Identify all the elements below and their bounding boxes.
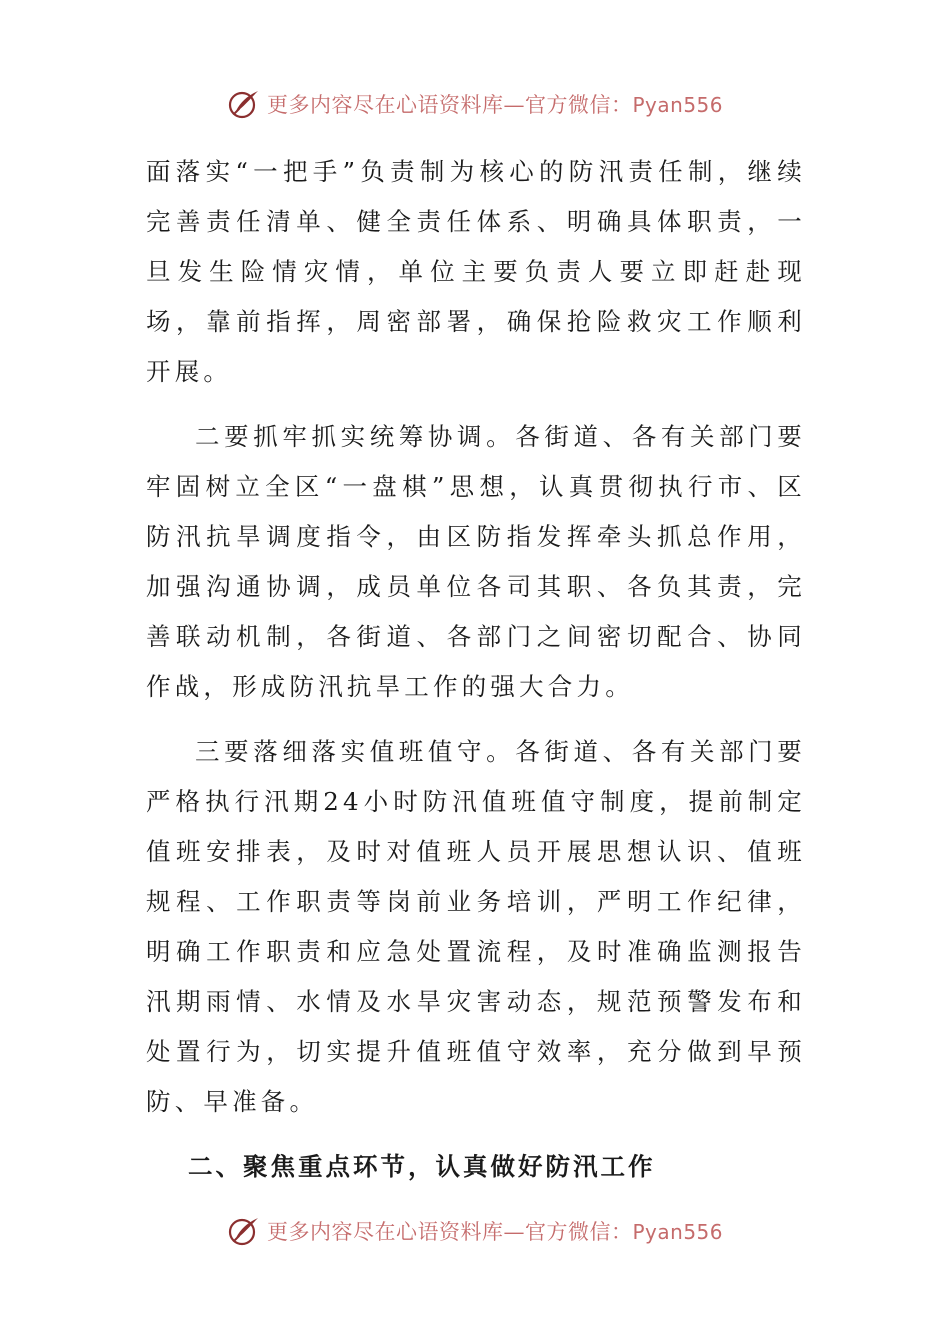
paragraph-duty: 三要落细落实值班值守。各街道、各有关部门要严格执行汛期24小时防汛值班值守制度，提前制定值班安排表，及时对值班人员开展思想认识、值班规程、工作职责等岗前业务培训，严明工作纪律，明确工作职责和应急处置流程，及时准确监测报告汛期雨情、水情及水旱灾害动态，规范预警发布和处置行为，切实提升值班值守效率，充分做到早预防、早准备。: [146, 737, 806, 1116]
paragraph-coordination: 二要抓牢抓实统筹协调。各街道、各有关部门要牢固树立全区“一盘棋”思想，认真贯彻执行市、区防汛抗旱调度指令，由区防指发挥牵头抓总作用，加强沟通协调，成员单位各司其职、各负其责，完善联动机制，各街道、各部门之间密切配合、协同作战，形成防汛抗旱工作的强大合力。: [146, 422, 806, 701]
quill-logo-icon: [227, 87, 261, 121]
banner-text-cn: 更多内容尽在心语资料库—官方微信：: [266, 93, 633, 117]
quill-logo-icon: [227, 1214, 261, 1248]
banner-text: [267, 1216, 723, 1246]
banner-wechat-id: Pyan556: [632, 93, 723, 117]
footer-banner: [0, 1211, 950, 1251]
paragraph-continued: 面落实“一把手”负责制为核心的防汛责任制，继续完善责任清单、健全责任体系、明确具体职责，一旦发生险情灾情，单位主要负责人要立即赶赴现场，靠前指挥，周密部署，确保抢险救灾工作顺利开展。: [146, 157, 806, 386]
banner-wechat-id: Pyan556: [632, 1220, 723, 1244]
banner-text-cn: 更多内容尽在心语资料库—官方微信：: [266, 1220, 633, 1244]
banner-text: [267, 89, 723, 119]
section-heading: 二、聚焦重点环节，认真做好防汛工作: [188, 1152, 656, 1181]
header-banner: [0, 84, 950, 124]
document-body: [146, 147, 806, 1192]
